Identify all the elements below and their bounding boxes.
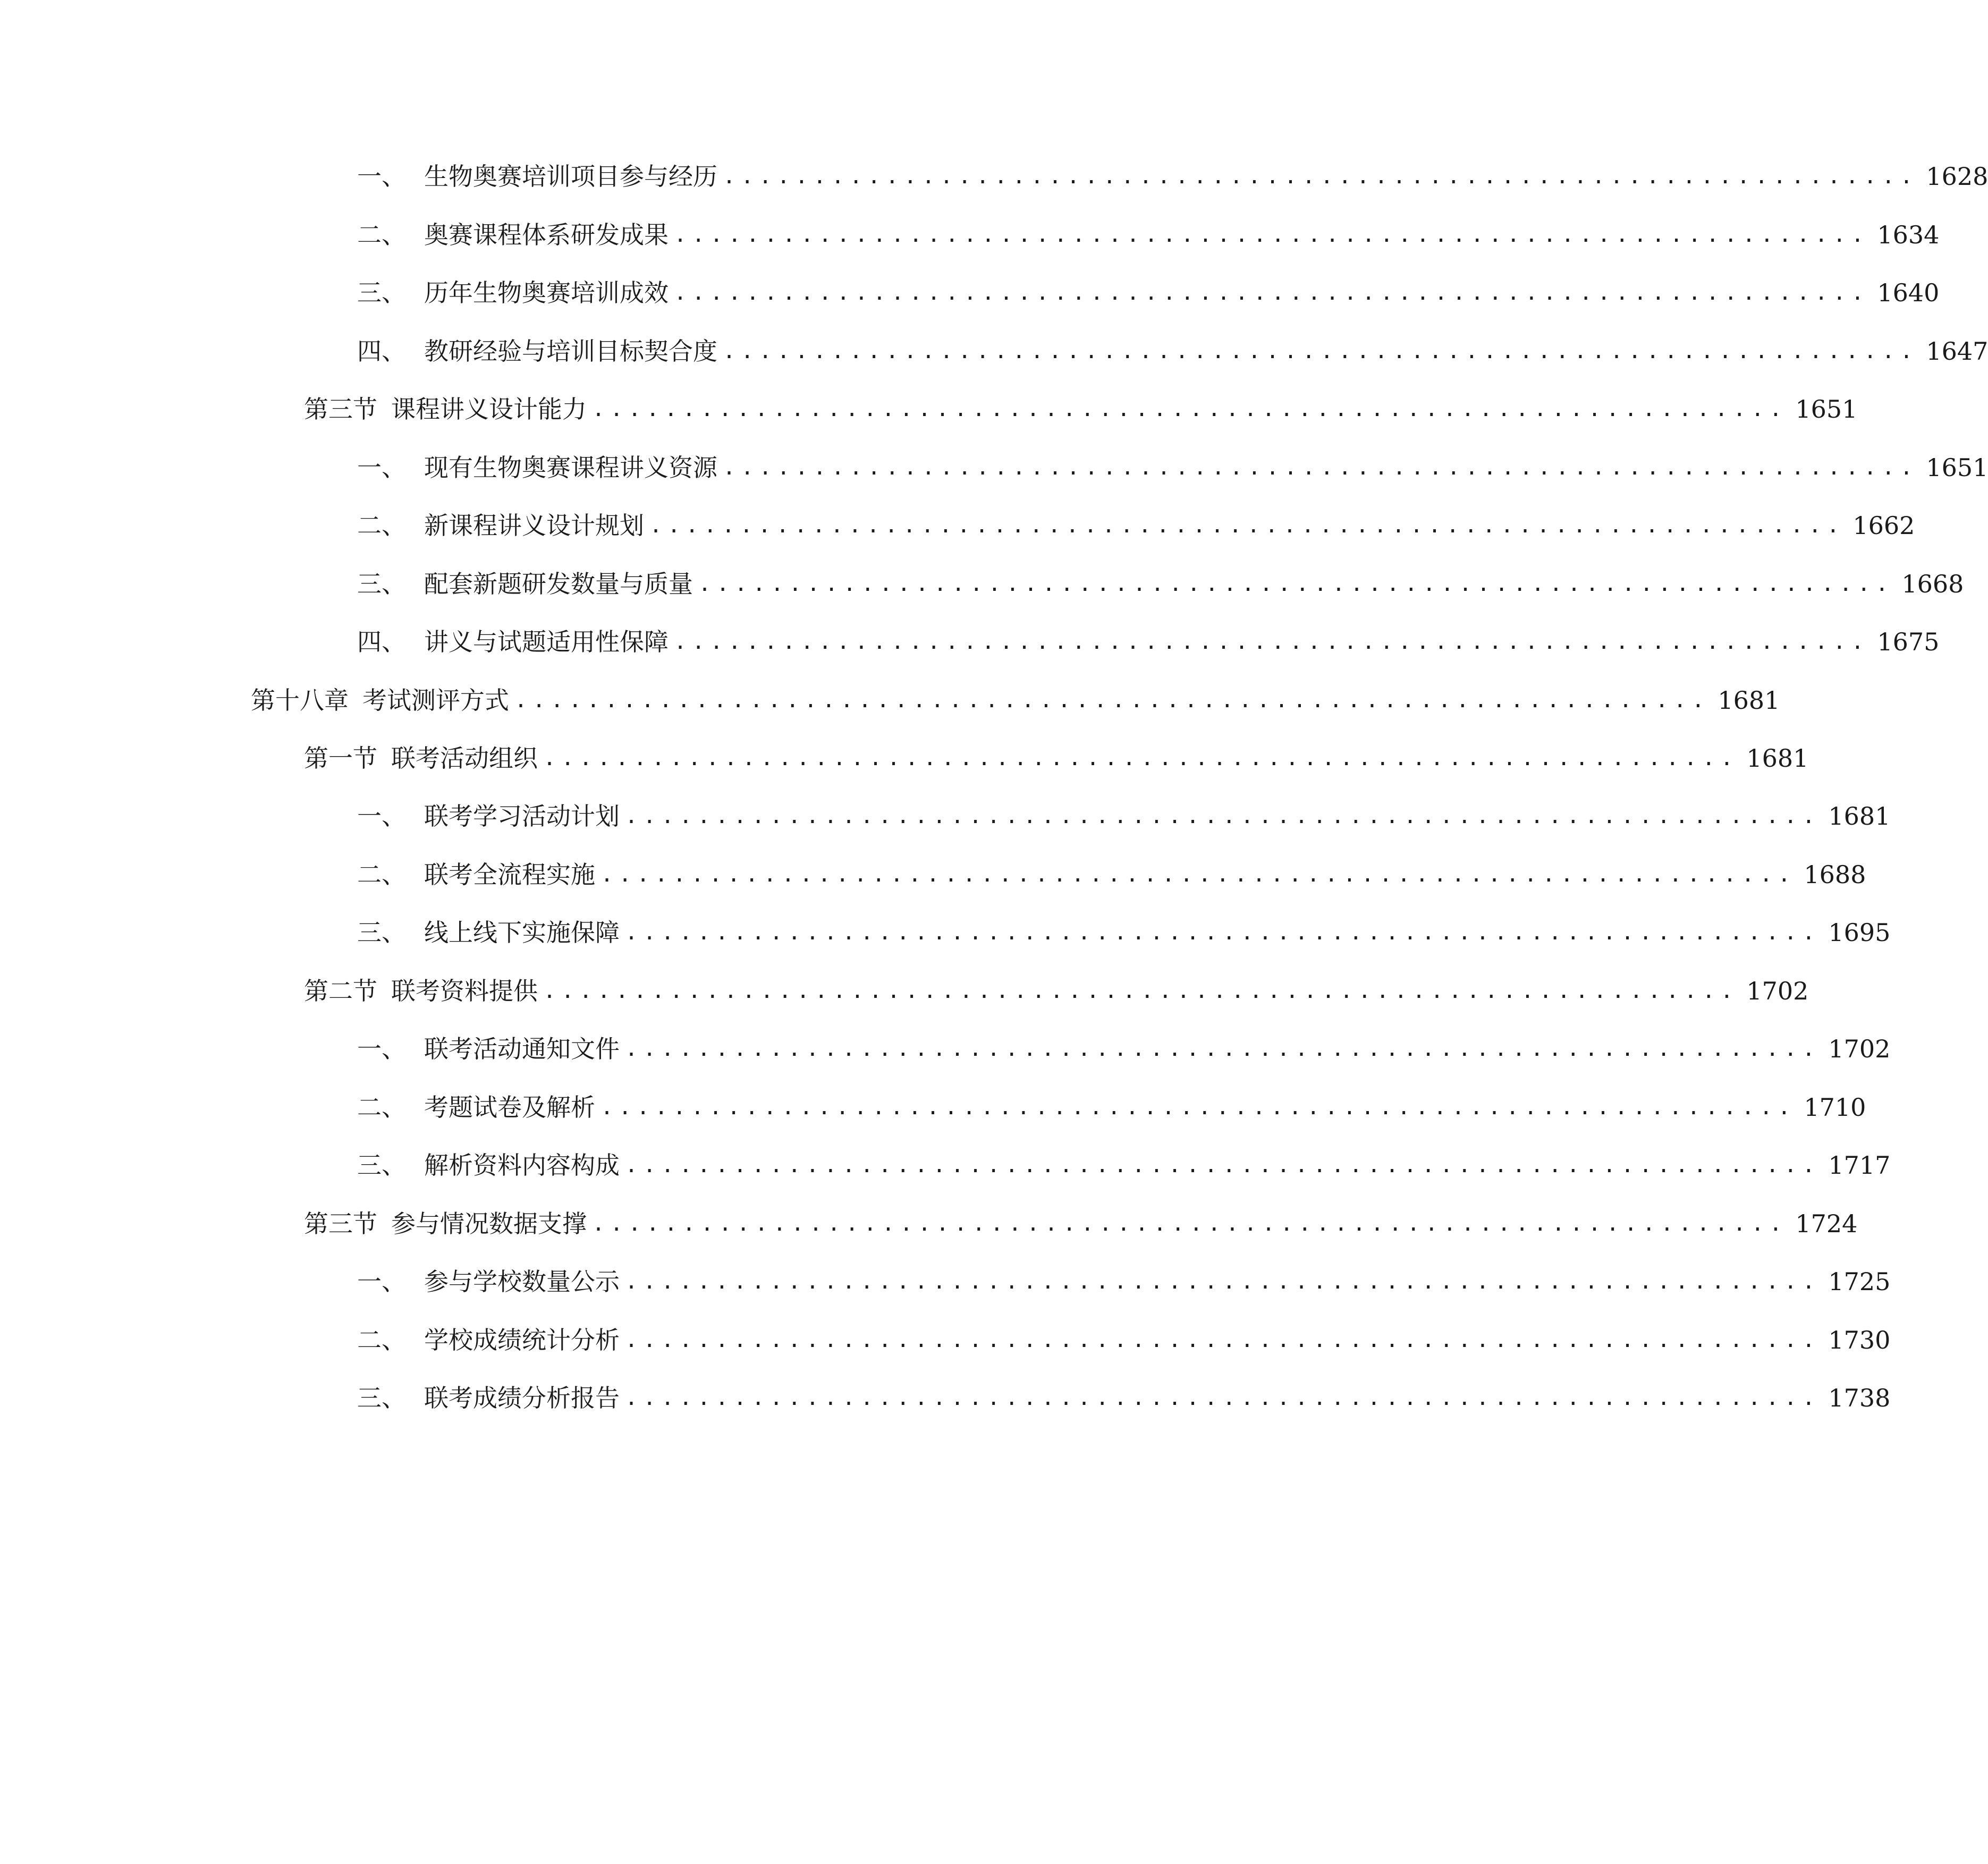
toc-entry-page: 1710 [1804, 1093, 1866, 1122]
toc-entry-number: 三、 [357, 1384, 406, 1412]
toc-entry-page: 1724 [1795, 1209, 1858, 1238]
toc-entry-number: 一、 [357, 453, 406, 482]
toc-entry-number: 二、 [357, 221, 406, 249]
dot-leader: .................................................................. [723, 455, 1918, 480]
toc-entry-page: 1668 [1901, 570, 1964, 598]
toc-entry-title: 考题试卷及解析 [424, 1093, 595, 1122]
toc-entry[interactable] [357, 1086, 1866, 1129]
toc-entry[interactable] [357, 1260, 1891, 1303]
dot-leader: .................................................................. [625, 1386, 1821, 1410]
toc-entry-page: 1695 [1828, 918, 1891, 947]
toc-entry-number: 三、 [357, 1151, 406, 1180]
dot-leader: .................................................................. [625, 804, 1821, 828]
toc-entry-number: 第一节 [304, 744, 377, 773]
toc-entry-title: 生物奥赛培训项目参与经历 [424, 162, 717, 191]
dot-leader: .................................................................. [625, 1037, 1821, 1061]
toc-entry-page: 1675 [1877, 628, 1940, 656]
dot-leader: .................................................................. [674, 630, 1869, 654]
dot-leader: .................................................................. [625, 1153, 1821, 1177]
toc-entry-title: 课程讲义设计能力 [391, 395, 587, 423]
toc-entry-page: 1681 [1718, 686, 1780, 715]
toc-entry-title: 联考学习活动计划 [424, 802, 620, 831]
dot-leader: .................................................................. [592, 397, 1788, 421]
toc-entry-number: 四、 [357, 628, 406, 656]
toc-entry-page: 1730 [1828, 1326, 1891, 1354]
toc-entry[interactable] [357, 214, 1940, 256]
toc-entry[interactable] [357, 155, 1988, 198]
toc-entry-title: 联考活动组织 [391, 744, 538, 773]
toc-entry[interactable] [357, 1319, 1891, 1361]
toc-entry-number: 一、 [357, 1267, 406, 1296]
dot-leader: .................................................................. [649, 513, 1845, 538]
toc-entry-page: 1681 [1746, 744, 1809, 773]
toc-entry-title: 奥赛课程体系研发成果 [424, 221, 669, 249]
toc-entry-page: 1651 [1926, 453, 1988, 482]
dot-leader: .................................................................. [600, 1095, 1796, 1120]
toc-entry-section[interactable] [304, 388, 1858, 430]
toc-entry-page: 1628 [1926, 162, 1988, 191]
dot-leader: .................................................................. [723, 339, 1918, 363]
toc-entry[interactable] [357, 621, 1940, 663]
toc-entry-title: 联考资料提供 [391, 977, 538, 1005]
toc-entry-page: 1634 [1877, 221, 1940, 249]
toc-entry-number: 第三节 [304, 1209, 377, 1238]
toc-entry-title: 现有生物奥赛课程讲义资源 [424, 453, 717, 482]
dot-leader: .................................................................. [592, 1211, 1788, 1236]
toc-entry-page: 1647 [1926, 337, 1988, 366]
toc-entry-page: 1640 [1877, 278, 1940, 307]
toc-entry-page: 1702 [1746, 977, 1809, 1005]
toc-entry-title: 讲义与试题适用性保障 [424, 628, 669, 656]
dot-leader: .................................................................. [543, 746, 1739, 770]
toc-entry-title: 参与情况数据支撑 [391, 1209, 587, 1238]
toc-entry-number: 第二节 [304, 977, 377, 1005]
toc-entry-title: 线上线下实施保障 [424, 918, 620, 947]
toc-entry-number: 二、 [357, 1093, 406, 1122]
toc-entry-number: 三、 [357, 918, 406, 947]
toc-entry-number: 三、 [357, 570, 406, 598]
toc-entry-number: 二、 [357, 860, 406, 889]
dot-leader: .................................................................. [600, 862, 1796, 887]
toc-entry[interactable] [357, 446, 1988, 489]
toc-entry-page: 1702 [1828, 1035, 1891, 1063]
toc-entry-title: 新课程讲义设计规划 [424, 511, 644, 540]
toc-entry-number: 一、 [357, 802, 406, 831]
toc-entry-title: 参与学校数量公示 [424, 1267, 620, 1296]
toc-entry-title: 联考活动通知文件 [424, 1035, 620, 1063]
toc-entry-title: 联考全流程实施 [424, 860, 595, 889]
toc-entry-title: 配套新题研发数量与质量 [424, 570, 693, 598]
dot-leader: .................................................................. [625, 1328, 1821, 1352]
dot-leader: .................................................................. [698, 572, 1894, 596]
toc-entry-number: 二、 [357, 1326, 406, 1354]
toc-entry-title: 历年生物奥赛培训成效 [424, 278, 669, 307]
dot-leader: .................................................................. [625, 1269, 1821, 1294]
toc-entry-number: 第十八章 [251, 686, 349, 715]
toc-entry-number: 一、 [357, 162, 406, 191]
toc-entry-number: 四、 [357, 337, 406, 366]
toc-entry-number: 第三节 [304, 395, 377, 423]
toc-entry-number: 一、 [357, 1035, 406, 1063]
toc-entry-page: 1717 [1828, 1151, 1891, 1180]
toc-entry-title: 教研经验与培训目标契合度 [424, 337, 717, 366]
toc-entry-section[interactable] [304, 970, 1809, 1012]
toc-entry[interactable] [357, 1377, 1891, 1419]
dot-leader: .................................................................. [514, 688, 1710, 713]
toc-entry-page: 1725 [1828, 1267, 1891, 1296]
toc-entry[interactable] [357, 1144, 1891, 1187]
toc-entry-title: 解析资料内容构成 [424, 1151, 620, 1180]
toc-entry[interactable] [357, 330, 1988, 372]
toc-entry[interactable] [357, 795, 1891, 837]
dot-leader: .................................................................. [723, 164, 1918, 189]
toc-entry-section[interactable] [304, 1202, 1858, 1245]
toc-entry-page: 1662 [1852, 511, 1915, 540]
dot-leader: .................................................................. [674, 281, 1869, 305]
toc-entry[interactable] [357, 272, 1940, 314]
dot-leader: .................................................................. [625, 920, 1821, 945]
toc-entry-title: 学校成绩统计分析 [424, 1326, 620, 1354]
toc-entry-title: 考试测评方式 [362, 686, 509, 715]
toc-entry-chapter[interactable] [251, 679, 1780, 722]
toc-entry-page: 1688 [1804, 860, 1866, 889]
toc-entry-number: 二、 [357, 511, 406, 540]
toc-entry-page: 1651 [1795, 395, 1858, 423]
toc-entry[interactable] [357, 853, 1866, 896]
toc-entry[interactable] [357, 504, 1915, 547]
dot-leader: .................................................................. [674, 223, 1869, 247]
dot-leader: .................................................................. [543, 979, 1739, 1003]
toc-entry-section[interactable] [304, 737, 1809, 780]
toc-entry[interactable] [357, 563, 1964, 605]
toc-entry-number: 三、 [357, 278, 406, 307]
toc-entry-page: 1681 [1828, 802, 1891, 831]
toc-entry-page: 1738 [1828, 1384, 1891, 1412]
toc-entry[interactable] [357, 1028, 1891, 1070]
toc-entry[interactable] [357, 911, 1891, 954]
toc-entry-title: 联考成绩分析报告 [424, 1384, 620, 1412]
